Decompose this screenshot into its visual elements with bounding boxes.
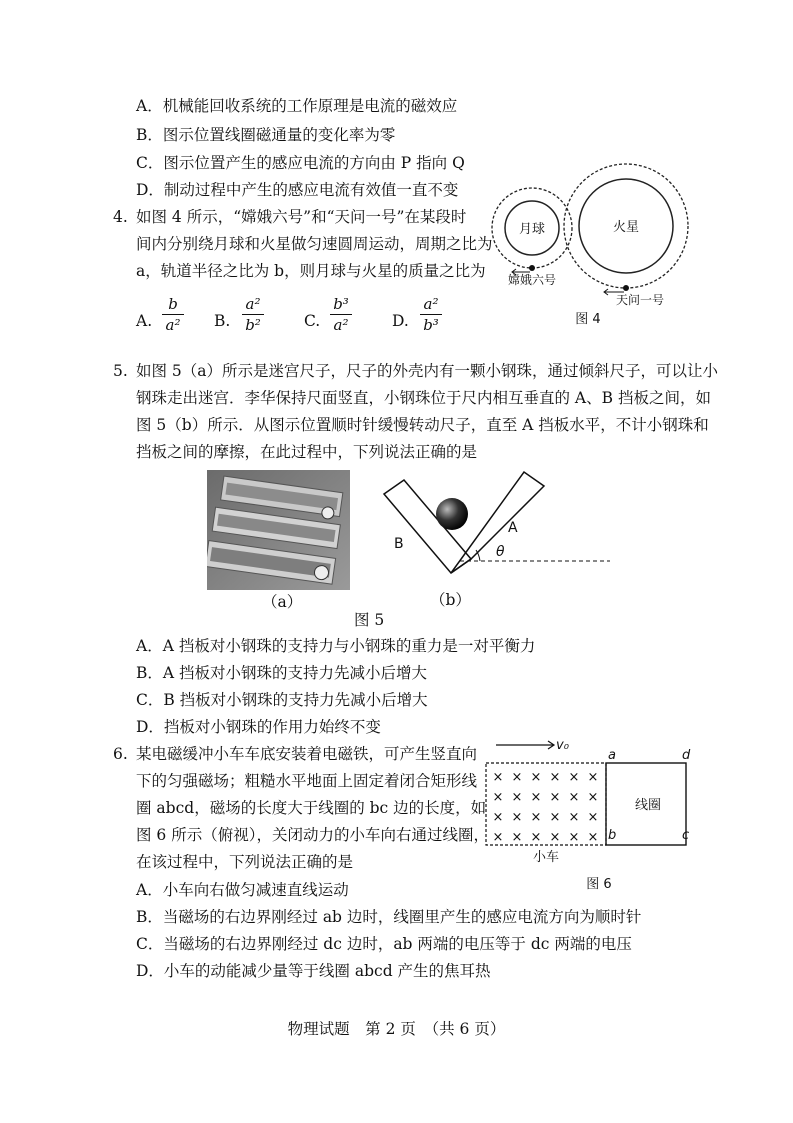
figure-5a-label: （a）: [262, 593, 303, 611]
q4-option-b-denominator: b²: [245, 316, 261, 334]
q6-number: 6.: [113, 745, 128, 763]
q4-option-a-numerator: b: [168, 295, 178, 313]
q6-line-3: 圈 abcd，磁场的长度大于线圈的 bc 边的长度，如: [136, 799, 487, 817]
field-mark: ×: [549, 810, 561, 825]
field-mark: ×: [549, 830, 561, 845]
q6-line-5: 在该过程中，下列说法正确的是: [136, 853, 354, 871]
field-mark: ×: [568, 830, 580, 845]
q4-line-2: 间内分别绕月球和火星做匀速圆周运动，周期之比为: [136, 235, 493, 253]
figure-5b-label: （b）: [430, 591, 471, 609]
field-mark: ×: [530, 770, 542, 785]
q4-option-b-label: B.: [214, 312, 231, 330]
steel-ball: [436, 498, 468, 530]
field-mark: ×: [587, 810, 599, 825]
corner-d-label: d: [682, 748, 691, 763]
velocity-label: v₀: [556, 738, 569, 753]
q5-number: 5.: [113, 362, 128, 380]
q3-option-b: B．图示位置线圈磁通量的变化率为零: [136, 126, 396, 144]
q4-option-a-label: A.: [136, 312, 153, 330]
q6-line-2: 下的匀强磁场；粗糙水平地面上固定着闭合矩形线: [136, 772, 478, 790]
corner-a-label: a: [608, 748, 616, 763]
q5-option-b: B．A 挡板对小钢珠的支持力先减小后增大: [136, 664, 428, 682]
field-mark: ×: [530, 790, 542, 805]
corner-b-label: b: [608, 828, 617, 843]
field-mark: ×: [587, 830, 599, 845]
coil-label: 线圈: [634, 798, 662, 813]
field-mark: ×: [587, 790, 599, 805]
q4-option-d-denominator: b³: [423, 316, 439, 334]
q3-option-d: D．制动过程中产生的感应电流有效值一直不变: [136, 181, 459, 199]
figure-4-caption: 图 4: [575, 312, 601, 327]
figure-4: [490, 160, 690, 330]
field-mark: ×: [568, 770, 580, 785]
q6-option-b: B．当磁场的右边界刚经过 ab 边时，线圈里产生的感应电流方向为顺时针: [136, 908, 642, 926]
tianwen-1-label: 天问一号: [615, 293, 665, 307]
q6-line-4: 图 6 所示（俯视），关闭动力的小车向右通过线圈，: [136, 826, 489, 844]
field-mark: ×: [511, 790, 523, 805]
field-mark: ×: [492, 770, 504, 785]
q4-line-1: 如图 4 所示，“嫦娥六号”和“天问一号”在某段时: [136, 208, 467, 226]
figure-6-caption: 图 6: [586, 877, 612, 892]
q3-option-c: C．图示位置产生的感应电流的方向由 P 指向 Q: [136, 154, 465, 172]
field-mark: ×: [511, 830, 523, 845]
q4-option-d-label: D.: [392, 312, 409, 330]
q4-number: 4.: [113, 208, 128, 226]
q5-line-2: 钢珠走出迷宫．李华保持尺面竖直，小钢珠位于尺内相互垂直的 A、B 挡板之间，如: [136, 389, 711, 407]
q6-option-c: C．当磁场的右边界刚经过 dc 边时，ab 两端的电压等于 dc 两端的电压: [136, 935, 632, 953]
q4-option-b-fraction: [242, 295, 264, 334]
q4-option-a-fraction: [162, 295, 184, 334]
field-mark: ×: [549, 790, 561, 805]
q5-option-c: C．B 挡板对小钢珠的支持力先减小后增大: [136, 691, 428, 709]
q3-option-a: A．机械能回收系统的工作原理是电流的磁效应: [136, 97, 458, 115]
page-footer: 物理试题 第 2 页 （共 6 页）: [287, 1020, 506, 1038]
q4-option-c-fraction: [330, 295, 352, 334]
q6-option-d: D．小车的动能减少量等于线圈 abcd 产生的焦耳热: [136, 962, 491, 980]
cart-label: 小车: [532, 850, 560, 865]
corner-c-label: c: [682, 828, 690, 843]
q4-option-a-denominator: a²: [165, 316, 181, 334]
q5-line-3: 图 5（b）所示．从图示位置顺时针缓慢转动尺子，直至 A 挡板水平，不计小钢珠和: [136, 416, 709, 434]
q4-line-3: a，轨道半径之比为 b，则月球与火星的质量之比为: [136, 262, 486, 280]
figure-5-caption: 图 5: [354, 611, 385, 629]
field-mark: ×: [492, 790, 504, 805]
field-mark: ×: [492, 810, 504, 825]
q4-option-d-numerator: a²: [423, 295, 439, 313]
q4-option-d-fraction: [420, 295, 442, 334]
q4-option-b-numerator: a²: [245, 295, 261, 313]
q5-option-d: D．挡板对小钢珠的作用力始终不变: [136, 718, 381, 736]
tianwen-1-probe: [623, 285, 629, 291]
board-b-label: B: [394, 536, 404, 552]
velocity-arrow: [496, 741, 554, 749]
maze-ruler-photo: [207, 470, 350, 590]
field-mark: ×: [587, 770, 599, 785]
q5-line-1: 如图 5（a）所示是迷宫尺子，尺子的外壳内有一颗小钢珠，通过倾斜尺子，可以让小: [136, 362, 719, 380]
mars-label: 火星: [612, 220, 640, 235]
field-mark: ×: [549, 770, 561, 785]
q4-option-c-label: C.: [304, 312, 321, 330]
q4-option-c-numerator: b³: [333, 295, 349, 313]
q6-option-a: A．小车向右做匀减速直线运动: [136, 881, 349, 899]
field-mark: ×: [511, 770, 523, 785]
q5-option-a: A．A 挡板对小钢珠的支持力与小钢珠的重力是一对平衡力: [136, 637, 536, 655]
chang-e-6-label: 嫦娥六号: [507, 273, 557, 287]
q6-line-1: 某电磁缓冲小车车底安装着电磁铁，可产生竖直向: [136, 745, 478, 763]
field-mark: ×: [492, 830, 504, 845]
moon-label: 月球: [518, 222, 546, 237]
figure-5b: [380, 470, 610, 610]
board-a-label: A: [508, 520, 518, 536]
field-mark: ×: [568, 790, 580, 805]
field-mark: ×: [530, 810, 542, 825]
angle-theta: θ: [496, 544, 505, 560]
field-mark: ×: [530, 830, 542, 845]
field-mark: ×: [568, 810, 580, 825]
q5-line-4: 挡板之间的摩擦，在此过程中，下列说法正确的是: [136, 443, 478, 461]
field-mark: ×: [511, 810, 523, 825]
q4-option-c-denominator: a²: [333, 316, 349, 334]
chang-e-6-probe: [529, 265, 535, 271]
figure-6: [476, 735, 696, 895]
